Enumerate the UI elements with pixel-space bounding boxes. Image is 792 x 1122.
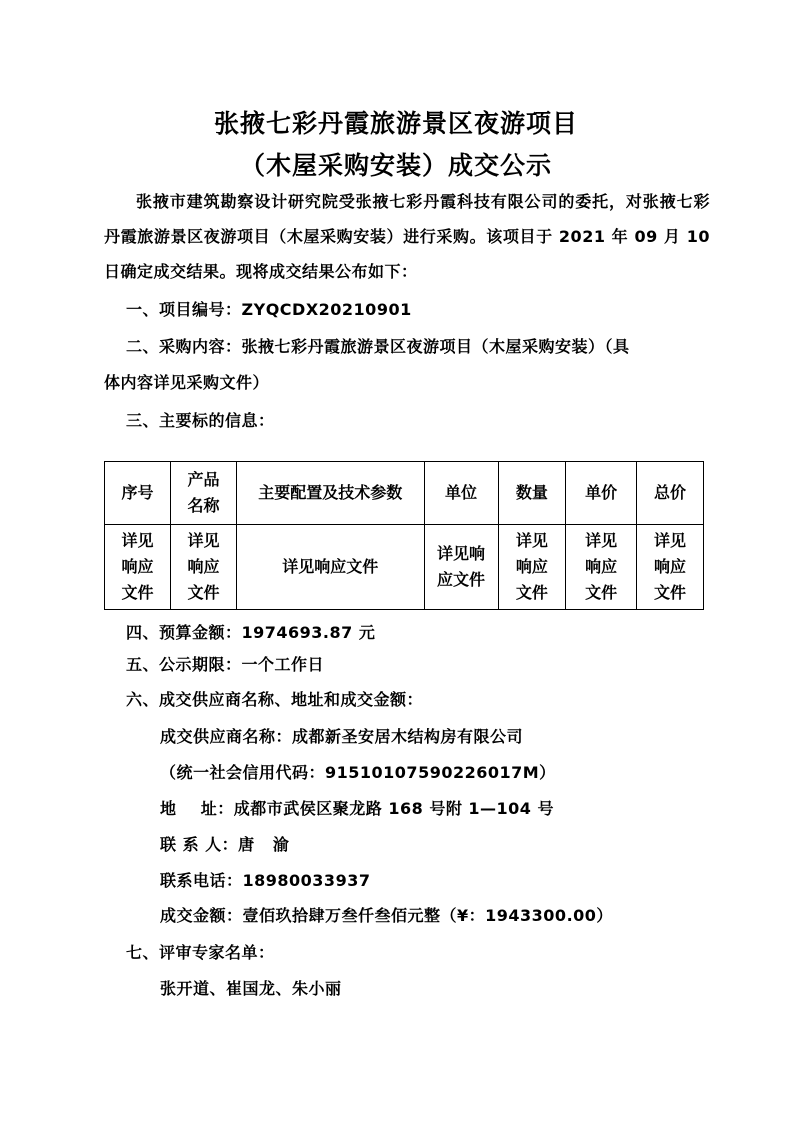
- cell-quantity: 详见响应文件: [498, 525, 566, 610]
- procurement-content: 二、采购内容：张掖七彩丹霞旅游景区夜游项目（木屋采购安装）（具: [126, 337, 630, 356]
- budget-amount: 四、预算金额：1974693.87 元: [126, 623, 376, 642]
- supplier-name: 成交供应商名称：成都新圣安居木结构房有限公司: [160, 727, 524, 746]
- cell-unit-price: 详见响应文件: [566, 525, 637, 610]
- cell-config: 详见响应文件: [236, 525, 424, 610]
- supplier-phone: 联系电话：18980033937: [160, 871, 371, 890]
- header-serial: 序号: [105, 462, 171, 525]
- expert-list-heading: 七、评审专家名单：: [126, 943, 275, 962]
- header-unit: 单位: [424, 462, 498, 525]
- publicity-period: 五、公示期限：一个工作日: [126, 655, 325, 674]
- cell-product-name: 详见响应文件: [170, 525, 236, 610]
- intro-paragraph: 张掖市建筑勘察设计研究院受张掖七彩丹霞科技有限公司的委托，对张掖七彩丹霞旅游景区夜游项目（木屋采购安装）进行采购。该项目于 2021 年 09 月 10 日确定成交结果。现将成交结果公布如下：: [104, 192, 710, 281]
- subject-info-table: [104, 461, 704, 610]
- header-unit-price: 单价: [566, 462, 637, 525]
- project-number: 一、项目编号：ZYQCDX20210901: [126, 300, 412, 319]
- cell-unit: 详见响应文件: [424, 525, 498, 610]
- transaction-amount: 成交金额：壹佰玖拾肆万叁仟叁佰元整（¥：1943300.00）: [160, 906, 613, 925]
- supplier-credit-code: （统一社会信用代码：91510107590226017M）: [160, 763, 556, 782]
- header-config: 主要配置及技术参数: [236, 462, 424, 525]
- supplier-address: 地 址：成都市武侯区聚龙路 168 号附 1—104 号: [160, 799, 554, 818]
- cell-total-price: 详见响应文件: [637, 525, 704, 610]
- supplier-contact: 联 系 人：唐 渝: [160, 835, 290, 854]
- cell-serial: 详见响应文件: [105, 525, 171, 610]
- main-subject-heading: 三、主要标的信息：: [126, 411, 275, 430]
- supplier-heading: 六、成交供应商名称、地址和成交金额：: [126, 690, 424, 709]
- expert-names: 张开道、崔国龙、朱小丽: [160, 979, 342, 998]
- header-total-price: 总价: [637, 462, 704, 525]
- table-header-row: [105, 462, 704, 525]
- document-title-line-1: 张掖七彩丹霞旅游景区夜游项目: [213, 109, 578, 138]
- header-quantity: 数量: [498, 462, 566, 525]
- table-row: [105, 525, 704, 610]
- header-product-name: 产品名称: [170, 462, 236, 525]
- procurement-content-continued: 体内容详见采购文件）: [104, 373, 270, 392]
- document-title-line-2: （木屋采购安装）成交公示: [239, 151, 552, 180]
